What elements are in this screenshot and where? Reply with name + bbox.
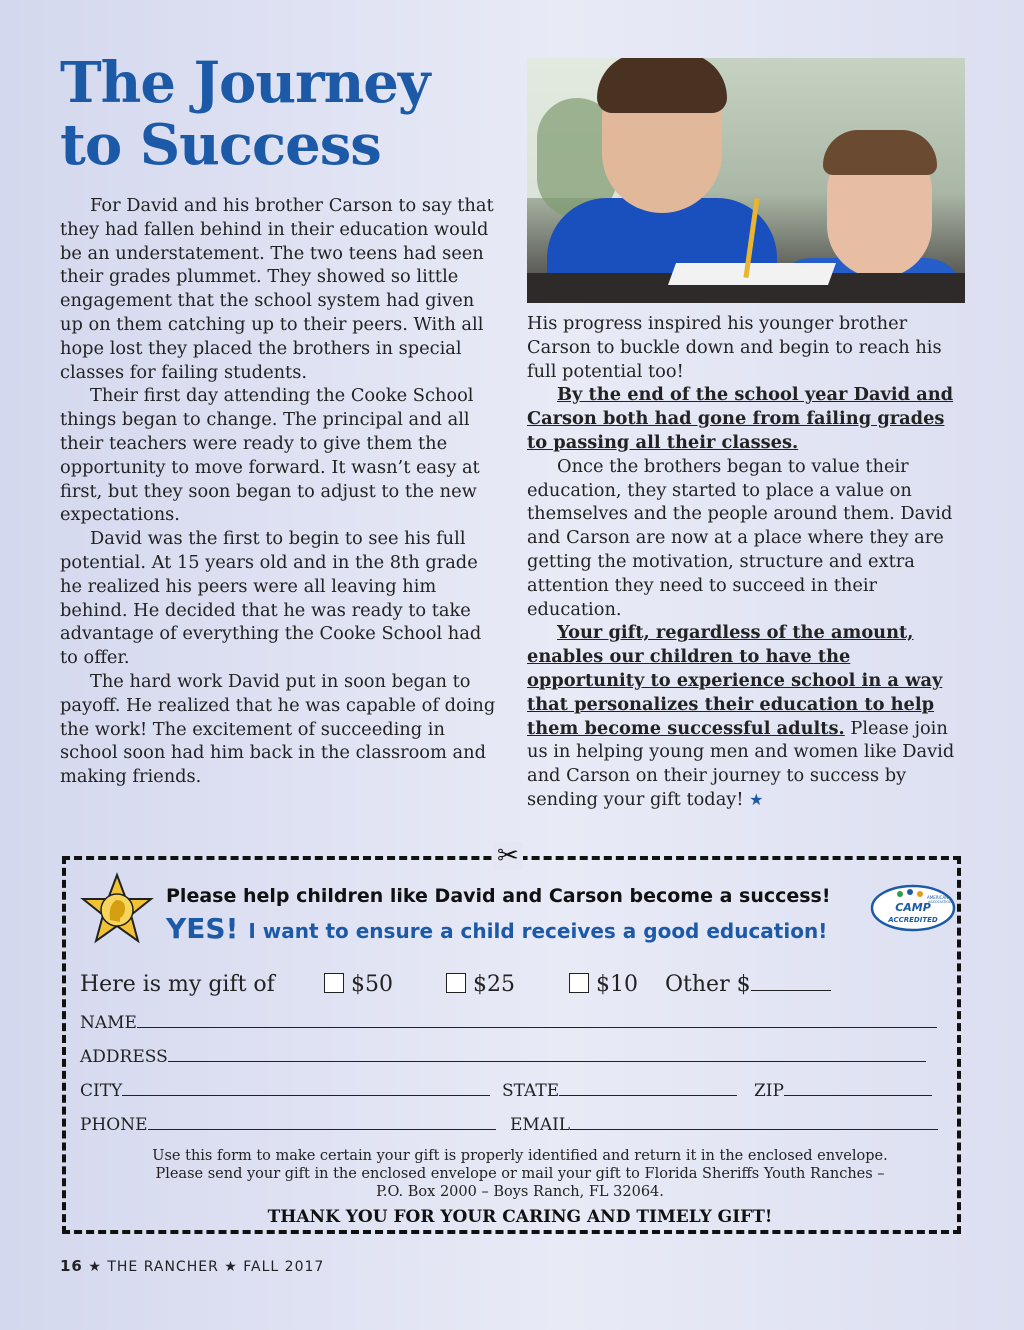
gift-option-other[interactable]: Other $ [665,972,831,997]
brothers-photo [527,58,965,303]
coupon-instructions: Use this form to make certain your gift is properly identified and return it in the enclosed envelope. Please send your gift in the enclosed envelope or mail your gift to Florida Sheriffs Youth Ranches – P.O. Box 2000 – Boys Ranch, FL 32064. [152,1148,888,1200]
paragraph: The hard work David put in soon began to payoff. He realized that he was capable of doing the work! The excitement of succeeding in school soon had him back in the classroom and making friends. [60,670,496,788]
city-input[interactable] [122,1081,490,1096]
phone-input[interactable] [148,1115,496,1130]
paragraph: Once the brothers began to value their education, they started to place a value on themselves and the people around them. David and Carson are now at a place where they are getting the motivation, structure and extra attention they need to succeed in their education. [527,455,953,620]
footer-star-icon: ★ [224,1259,238,1275]
email-label: EMAIL [510,1115,571,1135]
phone-field[interactable] [80,1115,496,1135]
title-line-2: to Success [60,112,381,178]
right-column [527,312,967,812]
subline-text: I want to ensure a child receives a good education! [248,919,828,943]
state-input[interactable] [559,1081,737,1096]
sheriff-star-icon [80,872,154,946]
page-number: 16 [60,1257,83,1275]
zip-input[interactable] [784,1081,932,1096]
logo-american: AMERICAN [927,895,949,900]
article-title [60,52,429,176]
gift-option-10[interactable]: $10 [569,972,638,997]
publication-name: THE RANCHER [107,1259,219,1275]
closing-text: Please join us in helping young men and women like David and Carson on their journey to success by sending your gift today! [527,717,955,810]
emphasis-text: Your gift, regardless of the amount, enables our children to have the opportunity to experience school in a way that personalizes their education to help them become successful adults. [527,622,943,739]
checkbox-25[interactable] [446,973,466,993]
zip-field[interactable] [754,1081,932,1101]
other-amount-input[interactable] [751,976,831,991]
paragraph: His progress inspired his younger brother Carson to buckle down and begin to reach his full potential too! [527,313,942,382]
footer-star-icon: ★ [88,1259,102,1275]
paragraph: For David and his brother Carson to say that they had fallen behind in their education would be an understatement. The two teens had seen their grades plummet. They showed so little engagement that the school system had given up on them catching up to their peers. With all hope lost they placed the brothers in special classes for failing students. [60,195,494,383]
address-field[interactable] [80,1047,926,1067]
city-field[interactable] [80,1081,490,1101]
email-input[interactable] [570,1115,938,1130]
coupon-subheadline [166,912,827,945]
name-input[interactable] [137,1013,937,1028]
state-field[interactable] [502,1081,737,1101]
yes-label: YES! [166,912,239,945]
address-input[interactable] [168,1047,926,1062]
gift-option-50[interactable]: $50 [324,972,393,997]
aca-accredited-logo [870,883,956,933]
logo-association: ASSOCIATION [928,900,952,904]
end-star-icon: ★ [749,789,764,809]
paragraph [527,621,967,811]
left-column [60,194,500,789]
checkbox-50[interactable] [324,973,344,993]
gift-label: Here is my gift of [80,972,275,997]
address-label: ADDRESS [80,1047,168,1067]
logo-camp: CAMP [895,901,931,914]
gift-option-25[interactable]: $25 [446,972,515,997]
name-field[interactable] [80,1013,937,1033]
title-line-1: The Journey [60,50,430,116]
city-label: CITY [80,1081,123,1101]
paragraph: Their first day attending the Cooke School things began to change. The principal and all their teachers were ready to give them the opportunity to move forward. It wasn’t easy at first, but they soon began to adjust to the new expectations. [60,385,480,526]
logo-accredited: ACCREDITED [888,916,938,924]
state-label: STATE [502,1081,560,1101]
issue-label: FALL 2017 [243,1259,325,1275]
page-footer [60,1257,324,1275]
coupon-headline: Please help children like David and Carson become a success! [166,885,831,907]
email-field[interactable] [510,1115,938,1135]
phone-label: PHONE [80,1115,148,1135]
zip-label: ZIP [754,1081,784,1101]
name-label: NAME [80,1013,137,1033]
emphasis-paragraph: By the end of the school year David and Carson both had gone from failing grades to passing all their classes. [527,384,954,453]
paragraph: David was the first to begin to see his full potential. At 15 years old and in the 8th grade he realized his peers were all leaving him behind. He decided that he was ready to take advantage of everything the Cooke School had to offer. [60,528,482,669]
scissors-icon: ✂ [493,842,523,870]
thank-you-line: THANK YOU FOR YOUR CARING AND TIMELY GIFT! [267,1207,773,1227]
checkbox-10[interactable] [569,973,589,993]
